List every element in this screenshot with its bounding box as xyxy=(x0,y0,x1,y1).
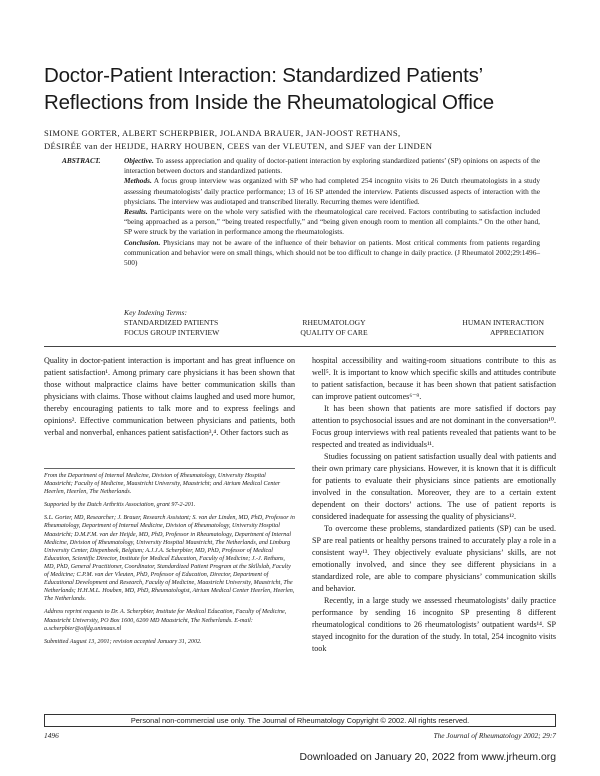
abstract-objective xyxy=(62,156,540,176)
page-number: 1496 xyxy=(44,731,59,740)
copyright-notice: Personal non-commercial use only. The Journal of Rheumatology Copyright © 2002. All rights reserved. xyxy=(44,714,556,727)
footnote-submitted: Submitted August 13, 2001; revision accepted January 31, 2002. xyxy=(44,638,202,645)
abstract-results xyxy=(124,207,540,238)
keyword: STANDARDIZED PATIENTS xyxy=(124,318,219,328)
footnote-affiliation: From the Department of Internal Medicine, Division of Rheumatology, University Hospital Maastricht; Faculty of Medicine, Maastricht University, Maastricht; and Atrium Medical Center Heerlen, Heerlen, The Netherlands. xyxy=(44,473,281,496)
conclusion-text: Physicians may not be aware of the influence of their behavior on patients. Most critical comments from patients regarding communication and behavior were on small things, which should not be too difficult to change in daily practice. (J Rheumatol 2002;29:1496–500) xyxy=(124,237,541,268)
objective-heading: Objective. xyxy=(124,156,154,165)
journal-reference: The Journal of Rheumatology 2002; 29:7 xyxy=(433,731,556,740)
title-line-1: Doctor-Patient Interaction: Standardized Patients’ xyxy=(44,64,483,87)
results-text: Participants were on the whole very satisfied with the rheumatological care received. Factors contributing to satisfaction included “being approached as a person,” “being treated respectfully,” and “being given enough room to mention all complaints.” On the other hand, SP were struck by the variation in performance among the rheumatologists. xyxy=(124,207,540,237)
body-paragraph: Recently, in a large study we assessed rheumatologists’ daily practice performance by sending 16 incognito SP presenting 8 different rheumatological conditions to 26 rheumatologists’ outpatient wards¹⁴. SP stayed incognito for the duration of the study. In total, 254 incognito visits took xyxy=(312,596,556,653)
abstract-conclusion xyxy=(124,238,540,269)
section-divider xyxy=(44,346,556,347)
keyword: HUMAN INTERACTION xyxy=(462,318,544,328)
footnotes xyxy=(44,472,295,651)
methods-heading: Methods. xyxy=(124,176,152,186)
body-paragraph: It has been shown that patients are more satisfied if doctors pay attention to psychosocial issues and are not dominant in the conversation¹⁰. Focus group interviews with real patients revealed that patients want to be respected and treated as individuals¹¹. xyxy=(312,404,556,449)
keywords-grid xyxy=(124,318,544,338)
authors-line-1: SIMONE GORTER, ALBERT SCHERPBIER, JOLANDA BRAUER, JAN-JOOST RETHANS, xyxy=(44,128,401,138)
abstract-methods xyxy=(124,176,540,207)
footnote-divider xyxy=(44,468,295,469)
objective-text: To assess appreciation and quality of doctor-patient interaction by exploring standardized patients’ (SP) opinions on aspects of the interaction between doctors and standardized patients. xyxy=(124,156,540,176)
keywords-heading: Key Indexing Terms: xyxy=(124,308,187,317)
body-paragraph: hospital accessibility and waiting-room situations contribute to this as well⁵. It is important to know which specific skills and attitudes contribute to patient satisfaction, because it has been shown that patient satisfaction can improve patient outcomes⁶⁻⁹. xyxy=(312,356,556,401)
download-stamp: Downloaded on January 20, 2022 from www.jrheum.org xyxy=(299,752,556,763)
authors-line-2: DÉSIRÉE van der HEIJDE, HARRY HOUBEN, CEES van der VLEUTEN, and SJEF van der LINDEN xyxy=(44,141,433,151)
key-indexing-terms xyxy=(124,308,544,339)
footnote-support: Supported by the Dutch Arthritis Association, grant 97-2-201. xyxy=(44,502,196,509)
abstract-label: ABSTRACT. xyxy=(62,156,101,165)
body-column-right xyxy=(312,355,556,655)
results-heading: Results. xyxy=(124,207,148,217)
keyword: RHEUMATOLOGY xyxy=(302,318,366,328)
body-paragraph: To overcome these problems, standardized patients (SP) can be used. SP are real patients or healthy persons trained to accurately play a role in a consistent way¹³. They objectively evaluate physicians’ skills, are not emotionally involved, and since they see different physicians in a standardized role, are able to compare physicians’ communication skills and behavior. xyxy=(312,524,556,593)
keyword: APPRECIATION xyxy=(489,328,544,338)
author-list xyxy=(44,127,564,153)
page-footer xyxy=(44,731,556,740)
footnote-reprints: Address reprint requests to Dr. A. Scherpbier, Institute for Medical Education, Faculty of Medicine, Maastricht University, PO Box 1600, 6200 MD Maastricht, The Netherlands. E-mail: a.scherpbier@oifdg.unimaas.nl xyxy=(44,609,287,632)
keyword: QUALITY OF CARE xyxy=(300,328,368,338)
body-column-left xyxy=(44,355,295,439)
body-paragraph: Quality in doctor-patient interaction is important and has great influence on patient satisfaction¹. Among primary care physicians it has been shown that those without malpractice claims have better communication skills than physicians with claims. Those without claims laughed and used more humor, thereby encouraging patients to talk more and to express feelings and opinions². Effective communication between physicians and patients, both verbal and nonverbal, enhances patient satisfaction³,⁴. Other factors such as xyxy=(44,356,295,437)
body-paragraph: Studies focussing on patient satisfaction usually deal with patients and their own primary care physicians. However, it is known that it is difficult for patients to evaluate their physicians since patients are emotionally involved in the consultation. Moreover, they are to a certain extent dependent on their doctors’ actions. The use of patient reports is considered inadequate for assessing the quality of physicians¹². xyxy=(312,452,556,521)
article-title xyxy=(44,62,564,116)
keyword: FOCUS GROUP INTERVIEW xyxy=(124,328,220,338)
conclusion-heading: Conclusion. xyxy=(124,237,161,247)
footnote-credentials: S.L. Gorter, MD, Researcher; J. Brauer, Research Assistant; S. van der Linden, MD, PhD, Professor in Rheumatology, Department of Internal Medicine, Division of Rheumatology, University Hospital Maastricht; D.M.F.M. van der Heijde, MD, PhD, Professor in Rheumatology, Department of Internal Medicine, Division of Rheumatology, University Hospital Maastricht, The Netherlands, and Limburg University Center, Diepenbeek, Belgium; A.J.J.A. Scherpbier, MD, PhD, Professor of Medical Education, Scientific Director, Institute for Medical Education, Faculty of Medicine; J.-J. Rethans, MD, PhD, General Practitioner, Coordinator, Standardized Patient Program at the Skillslab, Faculty of Medicine; C.P.M. van der Vleuten, PhD, Professor of Education, Director, Department of Educational Development and Research, Faculty of Medicine, Maastricht University, Maastricht, The Netherlands; H.H.M.L. Houben, MD, PhD, Rheumatologist, Atrium Medical Center Heerlen, Heerlen, The Netherlands. xyxy=(44,515,295,603)
title-line-2: Reflections from Inside the Rheumatological Office xyxy=(44,91,494,114)
abstract xyxy=(62,156,540,268)
methods-text: A focus group interview was organized with SP who had completed 254 incognito visits to 26 Dutch rheumatologists in a study assessing rheumatologists’ daily practice performance; 13 of 16 SP attended the interview. Patients discussed aspects of interaction with the physicians. The interview was audiotaped and transcribed literally. Recurring themes were identified. xyxy=(124,176,540,206)
